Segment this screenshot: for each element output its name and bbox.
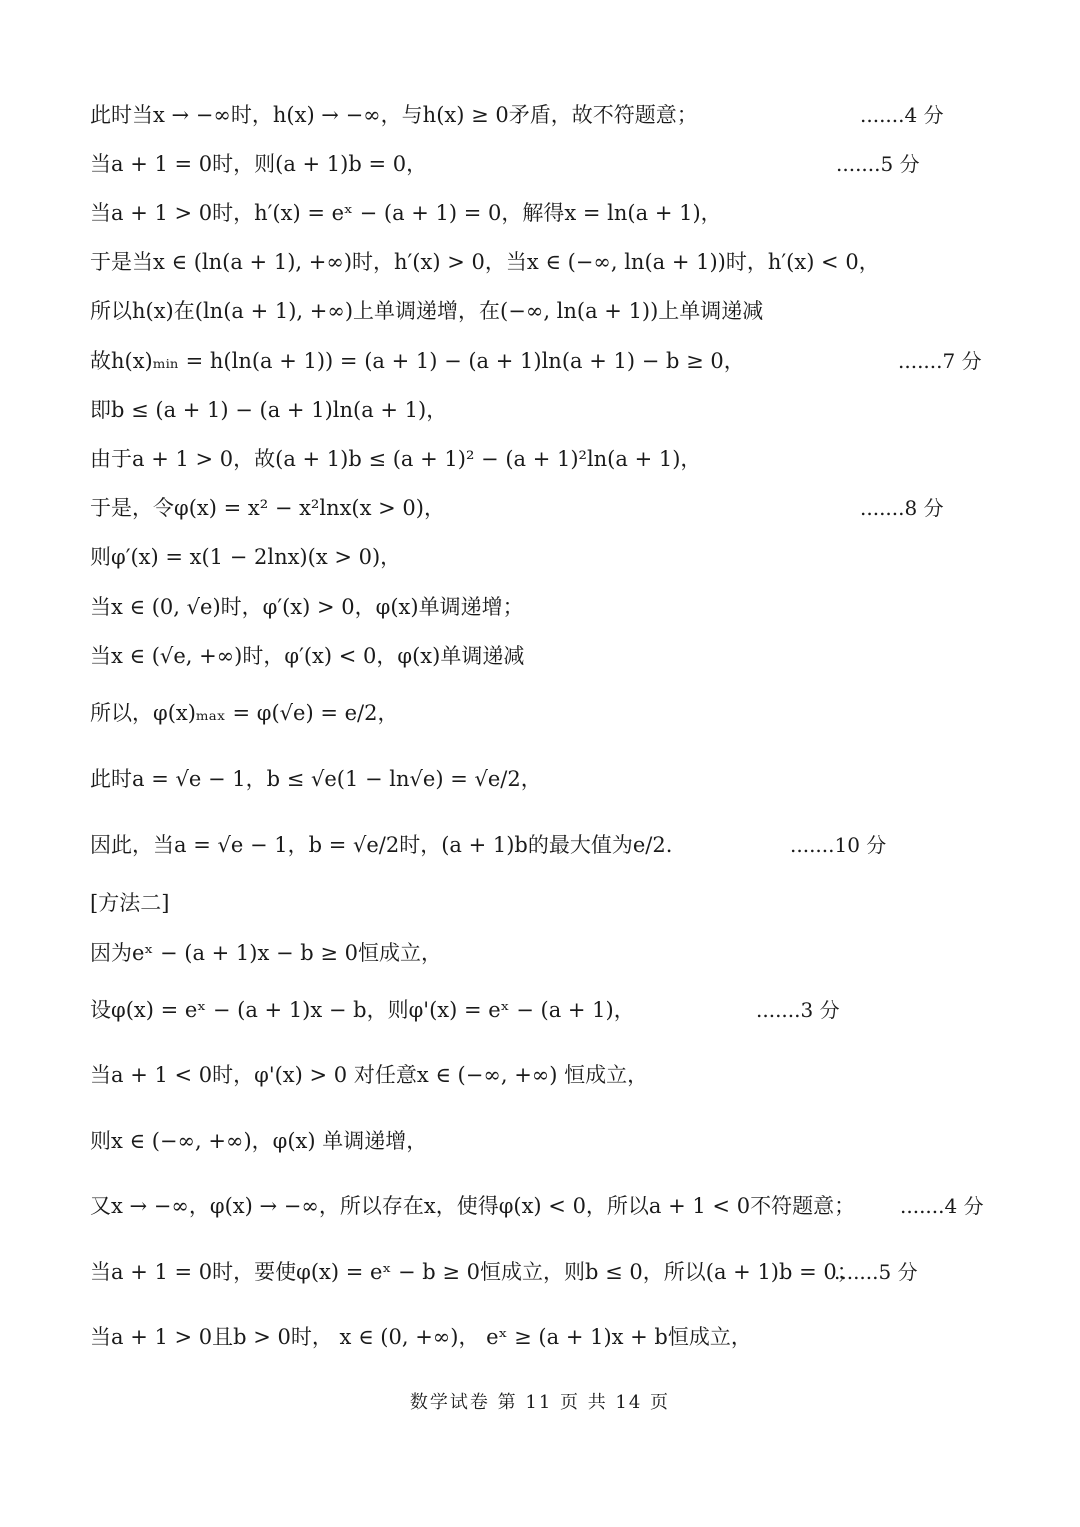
line-text: [方法二]: [90, 891, 170, 915]
score-mark: .......7 分: [898, 349, 982, 373]
line-text: 又x → −∞，φ(x) → −∞，所以存在x，使得φ(x) < 0，所以a + 1 < 0不符题意；: [90, 1194, 856, 1218]
line-text: 即b ≤ (a + 1) − (a + 1)ln(a + 1)，: [90, 398, 448, 422]
line-text: 则φ′(x) = x(1 − 2lnx)(x > 0)，: [90, 545, 402, 569]
line-text: 所以，φ(x)ₘₐₓ = φ(√e) = e/2，: [90, 701, 399, 725]
line-text: 当a + 1 > 0时，h′(x) = eˣ − (a + 1) = 0，解得x = ln(a + 1)，: [90, 201, 722, 225]
line-text: 于是，令φ(x) = x² − x²lnx(x > 0)，: [90, 496, 445, 520]
line-text: 则x ∈ (−∞, +∞)，φ(x) 单调递增，: [90, 1129, 428, 1153]
page-footer: 数学试卷 第 11 页 共 14 页: [409, 1392, 671, 1413]
line-text: 当a + 1 = 0时，则(a + 1)b = 0，: [90, 152, 428, 176]
line-text: 因此，当a = √e − 1，b = √e/2时，(a + 1)b的最大值为e/2.: [90, 833, 673, 857]
line-text: 当x ∈ (0, √e)时，φ′(x) > 0，φ(x)单调递增；: [90, 595, 524, 619]
line-text: 故h(x)ₘᵢₙ = h(ln(a + 1)) = (a + 1) − (a + 1)ln(a + 1) − b ≥ 0，: [90, 349, 745, 373]
line-text: 当x ∈ (√e, +∞)时，φ′(x) < 0，φ(x)单调递减: [90, 644, 525, 668]
line-text: 所以h(x)在(ln(a + 1), +∞)上单调递增，在(−∞, ln(a + 1))上单调递减: [90, 299, 764, 323]
line-text: 当a + 1 < 0时，φ'(x) > 0 对任意x ∈ (−∞, +∞) 恒成立，: [90, 1063, 649, 1087]
line-text: 此时a = √e − 1，b ≤ √e(1 − ln√e) = √e/2，: [90, 767, 542, 791]
line-text: 此时当x → −∞时，h(x) → −∞，与h(x) ≥ 0矛盾，故不符题意；: [90, 103, 698, 127]
line-text: 于是当x ∈ (ln(a + 1), +∞)时，h′(x) > 0，当x ∈ (−∞, ln(a + 1))时，h′(x) < 0，: [90, 250, 880, 274]
score-mark: .......10 分: [790, 833, 887, 857]
line-text: 当a + 1 = 0时，要使φ(x) = eˣ − b ≥ 0恒成立，则b ≤ 0，所以(a + 1)b = 0；: [90, 1260, 858, 1284]
score-mark: .......4 分: [860, 103, 944, 127]
line-text: 当a + 1 > 0且b > 0时， x ∈ (0, +∞)， eˣ ≥ (a + 1)x + b恒成立，: [90, 1325, 752, 1349]
line-text: 设φ(x) = eˣ − (a + 1)x − b，则φ'(x) = eˣ − (a + 1)，: [90, 998, 635, 1022]
line-text: 因为eˣ − (a + 1)x − b ≥ 0恒成立，: [90, 941, 443, 965]
score-mark: .......8 分: [860, 496, 944, 520]
score-mark: .......3 分: [756, 998, 840, 1022]
line-text: 由于a + 1 > 0，故(a + 1)b ≤ (a + 1)² − (a + 1)²ln(a + 1)，: [90, 447, 702, 471]
score-mark: .......5 分: [834, 1260, 918, 1284]
score-mark: .......5 分: [836, 152, 920, 176]
score-mark: .......4 分: [900, 1194, 984, 1218]
